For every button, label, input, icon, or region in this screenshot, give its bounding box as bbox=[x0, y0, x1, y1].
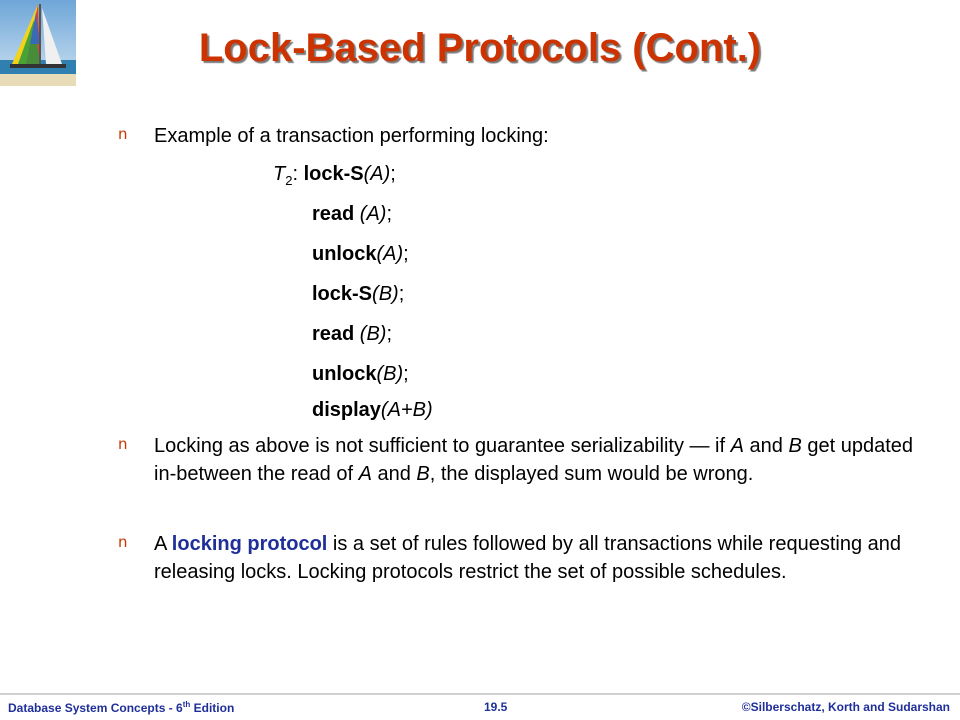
transaction-colon: : bbox=[292, 163, 304, 185]
bullet-marker: n bbox=[118, 533, 128, 551]
code-line-6 bbox=[312, 361, 409, 387]
slide-title: Lock-Based Protocols (Cont.) bbox=[198, 26, 762, 70]
code-line-1 bbox=[273, 161, 396, 194]
code-terminator: ; bbox=[386, 203, 393, 225]
text-run: , the displayed sum would be wrong. bbox=[429, 463, 754, 485]
bullet-text bbox=[154, 432, 918, 488]
variable-b: B bbox=[788, 435, 802, 457]
text-run: is a set of rules followed by all transactions while requesting and releasing locks. Locking protocols restrict the set of possible schedules. bbox=[154, 533, 902, 583]
code-argument: (A+B) bbox=[380, 399, 433, 421]
code-keyword: lock-S bbox=[303, 163, 364, 185]
text-run: A bbox=[154, 533, 172, 555]
text-run: and bbox=[743, 435, 789, 457]
bullet-marker: n bbox=[118, 125, 128, 143]
code-argument: (B) bbox=[372, 283, 399, 305]
footer-text: Edition bbox=[190, 701, 235, 715]
code-line-4 bbox=[312, 281, 404, 307]
code-terminator: ; bbox=[390, 163, 396, 185]
code-line-5 bbox=[312, 321, 392, 347]
footer-book-title bbox=[8, 700, 234, 715]
code-terminator: ; bbox=[386, 323, 393, 345]
footer-text: Database System Concepts - 6 bbox=[8, 701, 183, 715]
code-terminator: ; bbox=[403, 243, 409, 265]
code-keyword: display bbox=[312, 399, 381, 421]
bullet-text: Example of a transaction performing locking: bbox=[154, 125, 549, 147]
highlighted-term: locking protocol bbox=[171, 533, 328, 555]
footer-divider bbox=[0, 693, 960, 695]
code-keyword: lock-S bbox=[312, 283, 373, 305]
bullet-serializability bbox=[118, 432, 918, 488]
code-line-3 bbox=[312, 241, 409, 267]
variable-b: B bbox=[416, 463, 430, 485]
footer-copyright: ©Silberschatz, Korth and Sudarshan bbox=[741, 700, 950, 714]
code-argument: (A) bbox=[363, 163, 391, 185]
code-keyword: read bbox=[312, 323, 355, 345]
bullet-locking-protocol bbox=[118, 530, 918, 586]
code-terminator: ; bbox=[398, 283, 405, 305]
text-run: Locking as above is not sufficient to guarantee serializability — if bbox=[154, 435, 731, 457]
text-run: get updated in-between the read of bbox=[154, 435, 914, 485]
text-run: and bbox=[371, 463, 417, 485]
bullet-text bbox=[154, 530, 918, 586]
code-keyword: read bbox=[312, 203, 355, 225]
transaction-subscript: 2 bbox=[285, 173, 293, 188]
code-terminator: ; bbox=[403, 363, 409, 385]
code-keyword: unlock bbox=[312, 243, 377, 265]
code-keyword: unlock bbox=[312, 363, 377, 385]
transaction-name: T bbox=[273, 163, 286, 185]
variable-a: A bbox=[730, 435, 744, 457]
code-argument: (B) bbox=[354, 323, 387, 345]
code-argument: (B) bbox=[376, 363, 404, 385]
variable-a: A bbox=[358, 463, 372, 485]
code-line-2 bbox=[312, 201, 392, 227]
code-argument: (A) bbox=[354, 203, 387, 225]
bullet-example bbox=[118, 122, 918, 150]
code-line-7 bbox=[312, 397, 433, 423]
code-argument: (A) bbox=[376, 243, 404, 265]
footer-superscript: th bbox=[182, 700, 191, 709]
footer-slide-number: 19.5 bbox=[484, 700, 508, 714]
bullet-marker: n bbox=[118, 435, 128, 453]
